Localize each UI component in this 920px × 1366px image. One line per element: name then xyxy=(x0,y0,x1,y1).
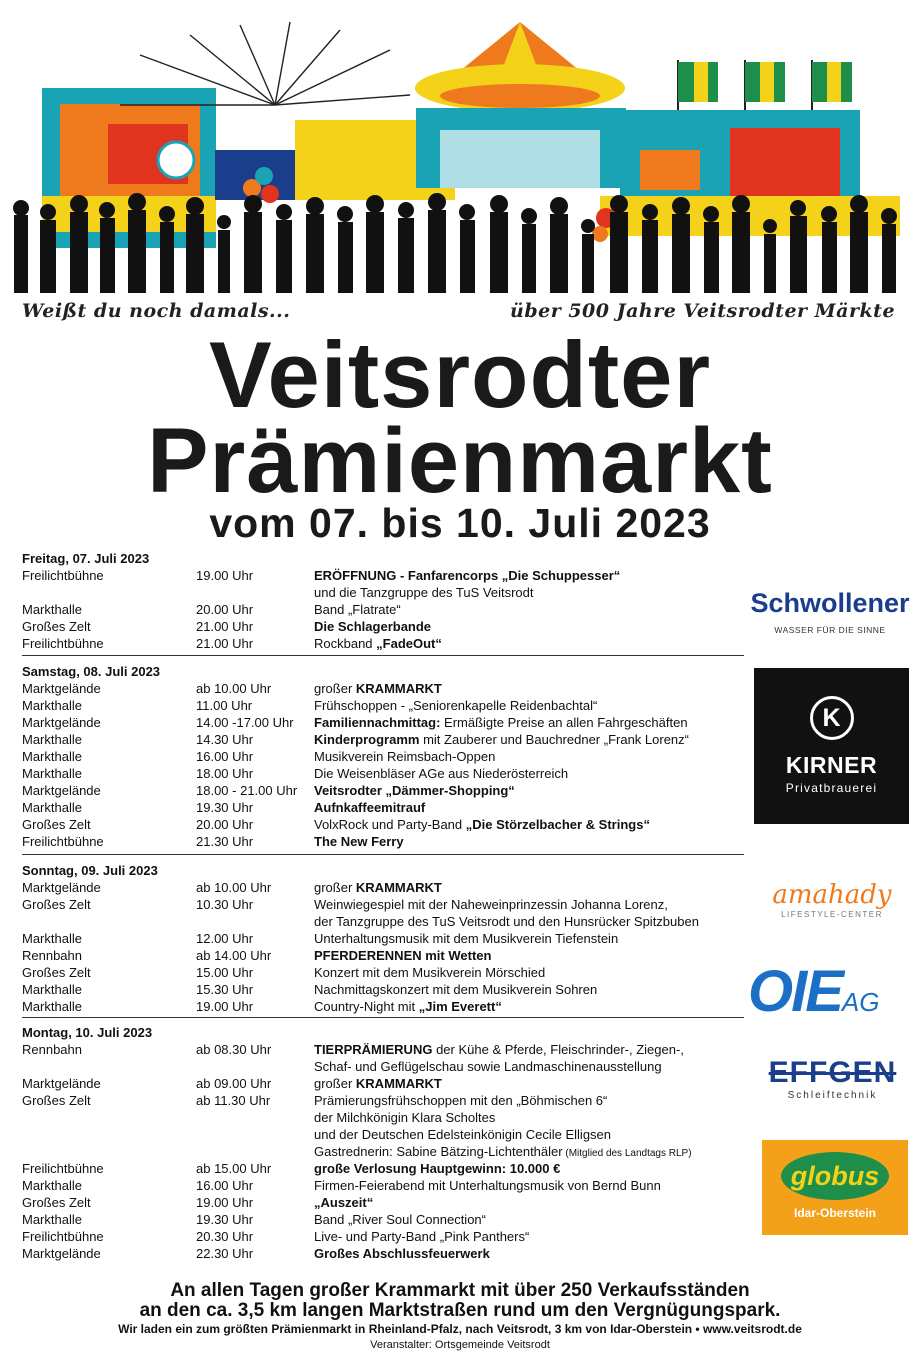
time: 16.00 Uhr xyxy=(196,1178,254,1193)
time: ab 15.00 Uhr xyxy=(196,1161,272,1176)
carousel xyxy=(415,22,626,188)
divider xyxy=(22,1017,744,1018)
schedule-row xyxy=(22,748,744,765)
time: ab 10.00 Uhr xyxy=(196,880,272,895)
time: 19.30 Uhr xyxy=(196,1212,254,1227)
event: Aufnkaffeemitrauf xyxy=(314,800,426,815)
divider xyxy=(22,854,744,855)
time: 19.00 Uhr xyxy=(196,999,254,1014)
schedule-row xyxy=(22,1245,744,1262)
sponsor-kirner xyxy=(754,668,909,824)
day-monday xyxy=(22,1024,744,1262)
footer-line-1: An allen Tagen großer Krammarkt mit über 250 Verkaufsständen xyxy=(170,1280,750,1301)
footer-line-3: Wir laden ein zum größten Prämienmarkt in Rheinland-Pfalz, nach Veitsrodt, 3 km von Idar-Oberstein • www.veitsrodt.de xyxy=(118,1322,802,1336)
location: Rennbahn xyxy=(22,948,82,963)
day-title: Sonntag, 09. Juli 2023 xyxy=(22,863,158,878)
event: VolxRock und Party-Band „Die Störzelbacher & Strings“ xyxy=(314,817,650,832)
time: 18.00 - 21.00 Uhr xyxy=(196,783,298,798)
event: Musikverein Reimsbach-Oppen xyxy=(314,749,496,764)
location: Markthalle xyxy=(22,1178,82,1193)
event: Frühschoppen - „Seniorenkapelle Reidenbachtal“ xyxy=(314,698,598,713)
divider xyxy=(22,655,744,656)
fair-illustration xyxy=(0,0,920,305)
sponsor-name: KIRNER xyxy=(785,752,878,778)
schedule-row xyxy=(22,1194,744,1211)
schedule-row xyxy=(22,601,744,618)
schedule-row xyxy=(22,816,744,833)
time: 21.00 Uhr xyxy=(196,619,254,634)
location: Markthalle xyxy=(22,749,82,764)
location: Freilichtbühne xyxy=(22,1161,104,1176)
event: Firmen-Feierabend mit Unterhaltungsmusik von Bernd Bunn xyxy=(314,1178,661,1193)
title-line-2: Prämienmarkt xyxy=(147,410,773,512)
location: Marktgelände xyxy=(22,783,101,798)
schedule-row xyxy=(22,635,744,652)
event: TIERPRÄMIERUNG der Kühe & Pferde, Fleischrinder-, Ziegen-, Schaf- und Geflügelschau sowie Landmaschinenausstellung xyxy=(314,1042,684,1074)
schedule-row xyxy=(22,1041,744,1075)
sponsor-name: Schwollener xyxy=(750,588,910,618)
time: 14.00 -17.00 Uhr xyxy=(196,715,294,730)
event: Unterhaltungsmusik mit dem Musikverein Tiefenstein xyxy=(314,931,619,946)
event: Band „River Soul Connection“ xyxy=(314,1212,486,1227)
sponsor-name: OIE xyxy=(748,959,842,1024)
schedule-row xyxy=(22,782,744,799)
event: Veitsrodter „Dämmer-Shopping“ xyxy=(314,783,515,798)
schedule-row xyxy=(22,896,744,930)
schedule-row xyxy=(22,930,744,947)
event: The New Ferry xyxy=(314,834,404,849)
schedule-row xyxy=(22,981,744,998)
location: Freilichtbühne xyxy=(22,636,104,651)
location: Marktgelände xyxy=(22,681,101,696)
schedule-row xyxy=(22,1177,744,1194)
footer-organizer: Veranstalter: Ortsgemeinde Veitsrodt xyxy=(370,1339,550,1351)
day-friday xyxy=(22,550,744,652)
sponsor-schwollener xyxy=(750,588,910,635)
time: ab 10.00 Uhr xyxy=(196,681,272,696)
schedule-row xyxy=(22,879,744,896)
event: Band „Flatrate“ xyxy=(314,602,401,617)
schedule-row xyxy=(22,833,744,850)
day-title: Freitag, 07. Juli 2023 xyxy=(22,551,150,566)
location: Marktgelände xyxy=(22,715,101,730)
location: Großes Zelt xyxy=(22,817,91,832)
event: Rockband „FadeOut“ xyxy=(314,636,442,651)
event: Live- und Party-Band „Pink Panthers“ xyxy=(314,1229,530,1244)
event-dates: vom 07. bis 10. Juli 2023 xyxy=(209,500,711,546)
sponsor-name: globus xyxy=(781,1152,889,1200)
event: „Auszeit“ xyxy=(314,1195,374,1210)
sponsor-tagline: Privatbrauerei xyxy=(785,781,878,795)
location: Rennbahn xyxy=(22,1042,82,1057)
location: Markthalle xyxy=(22,982,82,997)
schedule-row xyxy=(22,731,744,748)
location: Großes Zelt xyxy=(22,897,91,912)
event: Prämierungsfrühschoppen mit den „Böhmischen 6“ der Milchkönigin Klara Scholtes und der Deutschen Edelsteinkönigin Cecile Elligsen Gastrednerin: Sabine Bätzing-Lichtenthäler (Mitglied des Landtags RLP) xyxy=(314,1093,692,1159)
event: Die Weisenbläser AGe aus Niederösterreich xyxy=(314,766,569,781)
sponsor-tagline: WASSER FÜR DIE SINNE xyxy=(774,625,886,635)
event: große Verlosung Hauptgewinn: 10.000 € xyxy=(314,1161,561,1176)
sponsor-name: EFFGEN xyxy=(768,1056,897,1089)
event: großer KRAMMARKT xyxy=(314,880,442,895)
location: Freilichtbühne xyxy=(22,568,104,583)
location: Freilichtbühne xyxy=(22,1229,104,1244)
time: ab 11.30 Uhr xyxy=(196,1093,271,1108)
time: ab 08.30 Uhr xyxy=(196,1042,272,1057)
event: PFERDERENNEN mit Wetten xyxy=(314,948,492,963)
footer-line-2: an den ca. 3,5 km langen Marktstraßen rund um den Vergnügungspark. xyxy=(139,1300,781,1321)
location: Markthalle xyxy=(22,800,82,815)
time: 20.00 Uhr xyxy=(196,602,254,617)
location: Marktgelände xyxy=(22,880,101,895)
event: Konzert mit dem Musikverein Mörschied xyxy=(314,965,546,980)
time: 12.00 Uhr xyxy=(196,931,254,946)
day-saturday xyxy=(22,663,744,850)
schedule-row xyxy=(22,697,744,714)
location: Marktgelände xyxy=(22,1246,101,1261)
event: Weinwiegespiel mit der Naheweinprinzessin Johanna Lorenz, der Tanzgruppe des TuS Veitsrodt und den Hunsrücker Spitzbuben xyxy=(314,897,699,929)
location: Markthalle xyxy=(22,698,82,713)
sponsor-globus xyxy=(762,1140,908,1235)
time: 18.00 Uhr xyxy=(196,766,254,781)
schedule-row xyxy=(22,1160,744,1177)
schedule-row xyxy=(22,1228,744,1245)
location: Marktgelände xyxy=(22,1076,101,1091)
time: 21.30 Uhr xyxy=(196,834,254,849)
time: 11.00 Uhr xyxy=(196,698,253,713)
sponsor-amahady xyxy=(752,880,912,919)
location: Markthalle xyxy=(22,766,82,781)
tagline-right: über 500 Jahre Veitsrodter Märkte xyxy=(510,300,896,322)
day-title: Montag, 10. Juli 2023 xyxy=(22,1025,153,1040)
clown-face xyxy=(158,142,194,178)
event: Die Schlagerbande xyxy=(314,619,432,634)
day-title: Samstag, 08. Juli 2023 xyxy=(22,664,161,679)
event: Großes Abschlussfeuerwerk xyxy=(314,1246,490,1261)
time: 22.30 Uhr xyxy=(196,1246,254,1261)
time: 20.00 Uhr xyxy=(196,817,254,832)
sponsor-name: amahady xyxy=(772,880,892,910)
schedule-row xyxy=(22,1092,744,1160)
location: Großes Zelt xyxy=(22,619,91,634)
location: Großes Zelt xyxy=(22,1195,91,1210)
event: großer KRAMMARKT xyxy=(314,1076,442,1091)
schedule-row xyxy=(22,714,744,731)
kirner-monogram: K xyxy=(810,696,854,740)
time: 19.30 Uhr xyxy=(196,800,254,815)
time: 14.30 Uhr xyxy=(196,732,254,747)
location: Markthalle xyxy=(22,732,82,747)
sponsor-oie xyxy=(748,958,918,1025)
sponsor-suffix: AG xyxy=(841,987,880,1017)
schedule-row xyxy=(22,799,744,816)
schedule-row xyxy=(22,998,744,1015)
event: ERÖFFNUNG - Fanfarencorps „Die Schuppesser“ und die Tanzgruppe des TuS Veitsrodt xyxy=(314,568,621,600)
sponsor-tagline: Schleiftechnik xyxy=(787,1090,878,1101)
schedule-row xyxy=(22,680,744,697)
time: 15.30 Uhr xyxy=(196,982,254,997)
event: Country-Night mit „Jim Everett“ xyxy=(314,999,502,1014)
tagline-left: Weißt du noch damals... xyxy=(22,300,291,322)
sponsor-effgen xyxy=(750,1056,915,1101)
sponsor-tagline: Idar-Oberstein xyxy=(793,1206,877,1220)
schedule-row xyxy=(22,947,744,964)
location: Großes Zelt xyxy=(22,965,91,980)
time: 10.30 Uhr xyxy=(196,897,254,912)
title-line-1: Veitsrodter xyxy=(208,322,712,427)
event: Familiennachmittag: Ermäßigte Preise an allen Fahrgeschäften xyxy=(314,715,688,730)
schedule-row xyxy=(22,618,744,635)
time: 15.00 Uhr xyxy=(196,965,254,980)
schedule-row xyxy=(22,1211,744,1228)
location: Markthalle xyxy=(22,1212,82,1227)
schedule-row xyxy=(22,1075,744,1092)
time: 20.30 Uhr xyxy=(196,1229,254,1244)
time: 19.00 Uhr xyxy=(196,568,254,583)
location: Markthalle xyxy=(22,602,82,617)
time: ab 09.00 Uhr xyxy=(196,1076,272,1091)
event: großer KRAMMARKT xyxy=(314,681,442,696)
time: ab 14.00 Uhr xyxy=(196,948,272,963)
day-sunday xyxy=(22,862,744,1015)
location: Großes Zelt xyxy=(22,1093,91,1108)
time: 21.00 Uhr xyxy=(196,636,254,651)
schedule-row xyxy=(22,567,744,601)
event: Kinderprogramm mit Zauberer und Bauchredner „Frank Lorenz“ xyxy=(314,732,689,747)
time: 16.00 Uhr xyxy=(196,749,254,764)
schedule-row xyxy=(22,964,744,981)
time: 19.00 Uhr xyxy=(196,1195,254,1210)
event: Nachmittagskonzert mit dem Musikverein Sohren xyxy=(314,982,598,997)
location: Markthalle xyxy=(22,999,82,1014)
location: Freilichtbühne xyxy=(22,834,104,849)
schedule-row xyxy=(22,765,744,782)
sponsor-tagline: LIFESTYLE-CENTER xyxy=(781,910,883,919)
location: Markthalle xyxy=(22,931,82,946)
